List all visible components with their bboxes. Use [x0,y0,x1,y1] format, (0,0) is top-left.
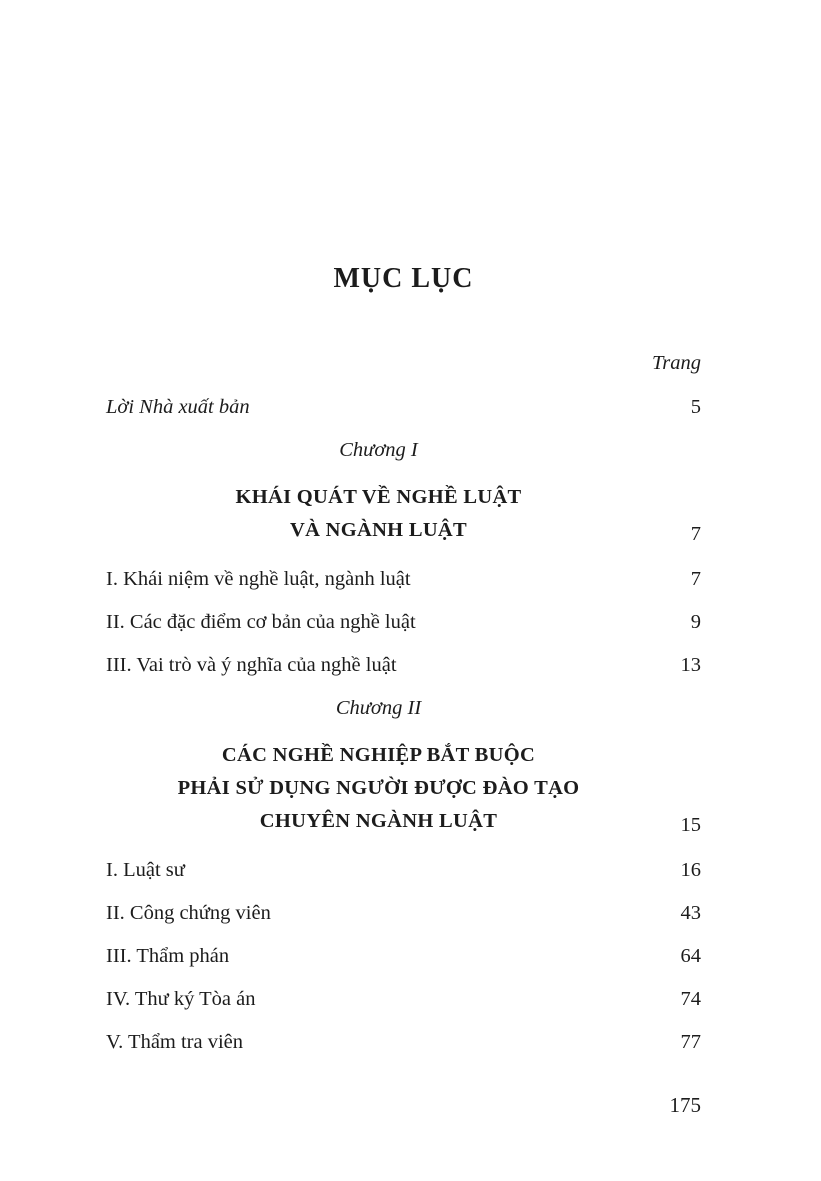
chapter-1-label [106,438,701,463]
chapter-title-line: CÁC NGHỀ NGHIỆP BẮT BUỘC [221,744,536,766]
chapter-title-text [106,739,651,838]
toc-entry-label: III. Thẩm phán [106,945,230,967]
toc-entry-page: 7 [690,568,701,590]
toc-entry-preface [106,395,701,420]
chapter-label-text: Chương I [339,439,418,461]
toc-entry-page: 16 [680,859,701,881]
toc-entry-label: II. Công chứng viên [106,902,271,924]
chapter-title-line: PHẢI SỬ DỤNG NGƯỜI ĐƯỢC ĐÀO TẠO [177,777,580,799]
toc-entry-label: Lời Nhà xuất bản [106,396,250,418]
toc-entry [106,567,701,592]
toc-entry-page: 43 [680,902,701,924]
page-column-header: Trang [652,352,701,374]
toc-entry [106,610,701,635]
toc-entry-page: 74 [680,988,701,1010]
toc-entry-label: I. Luật sư [106,859,185,881]
chapter-label-text: Chương II [335,697,422,719]
toc-entry-page: 5 [690,396,701,418]
toc-entry [106,858,701,883]
chapter-title-text [106,481,651,547]
toc-entry-label: V. Thẩm tra viên [106,1031,244,1053]
toc-entry-page: 13 [680,654,701,676]
toc-entry [106,901,701,926]
toc-entry-label: II. Các đặc điểm cơ bản của nghề luật [106,611,416,633]
toc-entry [106,944,701,969]
toc-entry-label: I. Khái niệm về nghề luật, ngành luật [106,568,411,590]
toc-entry [106,987,701,1012]
chapter-1-title [106,481,701,547]
chapter-title-line: VÀ NGÀNH LUẬT [289,519,468,541]
toc-entry-page: 9 [690,611,701,633]
toc-entry-page: 64 [680,945,701,967]
toc-entry [106,653,701,678]
toc-entry [106,1030,701,1055]
toc-entry-page: 15 [680,814,701,836]
chapter-2-title [106,739,701,838]
toc-list [106,395,701,1055]
footer-page-number: 175 [669,1093,701,1117]
toc-entry-page: 77 [680,1031,701,1053]
toc-entry-page: 7 [690,523,701,545]
page-title: MỤC LỤC [333,263,474,294]
chapter-title-line: CHUYÊN NGÀNH LUẬT [259,810,498,832]
chapter-2-label [106,696,701,721]
chapter-title-line: KHÁI QUÁT VỀ NGHỀ LUẬT [235,486,522,508]
toc-entry-label: IV. Thư ký Tòa án [106,988,256,1010]
toc-entry-label: III. Vai trò và ý nghĩa của nghề luật [106,654,397,676]
